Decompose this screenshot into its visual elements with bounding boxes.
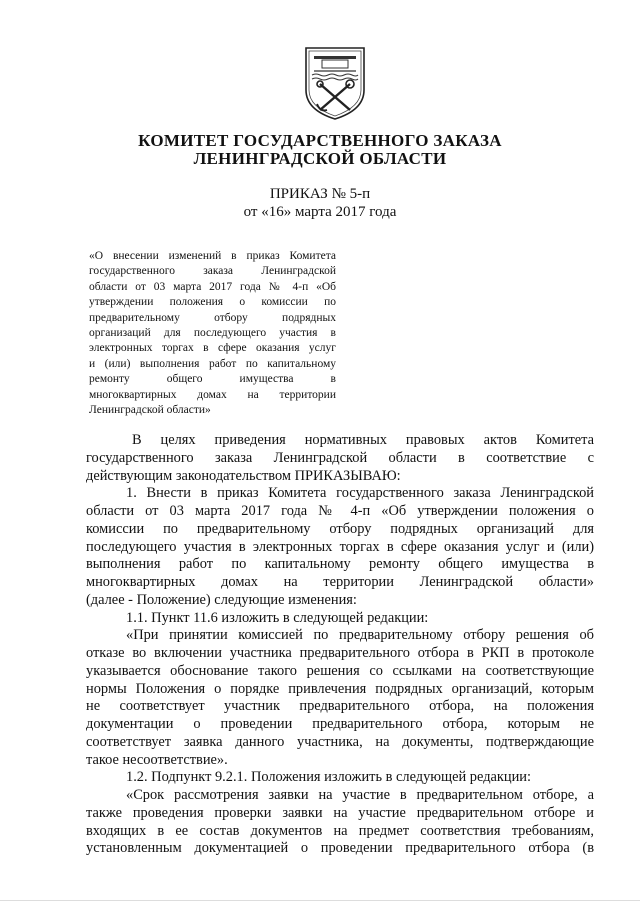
subject-line: «О внесении изменений в приказ Комитета: [89, 250, 336, 262]
order-title: ПРИКАЗ № 5-п: [269, 186, 371, 202]
body-line: соответствует заявка данного участника, на документы, подтверждающие: [86, 733, 594, 750]
body-line: области от 03 марта 2017 года № 4-п «Об утверждении положения о: [86, 503, 594, 519]
order-date: от «16» марта 2017 года: [243, 204, 397, 220]
body-line: указывается обоснование такого решения со ссылками на соответствующие: [86, 662, 594, 679]
body-line: выполнения работ по капитальному ремонту общего имущества в: [86, 556, 594, 573]
body-line: действующим законодательством ПРИКАЗЫВАЮ:: [86, 467, 401, 484]
body-line: документации о проведении предварительного отбора, которым не: [86, 716, 594, 732]
subject-line: Ленинградской области»: [89, 404, 211, 417]
subject-line: предварительному отбору подрядных: [89, 311, 336, 324]
subject-line: электронных торгах в сфере оказания услуг: [89, 342, 336, 355]
body-line: также проведения проверки заявки на участие предварительном отборе и: [86, 804, 594, 821]
body-line: «При принятии комиссией по предварительному отбору решения об: [126, 627, 594, 644]
organization-name-line-2: ЛЕНИНГРАДСКОЙ ОБЛАСТИ: [193, 149, 447, 168]
body-line: 1.2. Подпункт 9.2.1. Положения изложить в следующей редакции:: [126, 769, 532, 786]
subject-line: организаций для последующего участия в: [89, 327, 336, 340]
subject-line: многоквартирных домах на территории: [89, 388, 336, 401]
body-line: В целях приведения нормативных правовых актов Комитета: [132, 432, 594, 448]
body-line: государственного заказа Ленинградской области в соответствие с: [86, 449, 594, 466]
subject-line: и (или) выполнения работ по капитальному: [89, 357, 336, 370]
coat-of-arms-emblem: [300, 44, 370, 122]
body-line: 1.1. Пункт 11.6 изложить в следующей редакции:: [126, 609, 429, 626]
body-line: комиссии по предварительному отбору подрядных организаций для: [86, 520, 594, 537]
subject-line: области от 03 марта 2017 года № 4-п «Об: [89, 280, 336, 293]
order-body: [86, 432, 594, 858]
body-line: «Срок рассмотрения заявки на участие в предварительном отборе, а: [126, 787, 594, 803]
body-line: такое несоответствие».: [86, 751, 228, 768]
body-line: установленным документацией о проведении предварительного отбора (в: [86, 840, 594, 857]
body-line: многоквартирных домах на территории Ленинградской области»: [86, 574, 594, 590]
body-line: не соответствует участник предварительного отбора, на положения: [86, 698, 594, 715]
body-line: последующего участия в электронных торгах в сфере оказания услуг и (или): [86, 538, 594, 555]
body-line: нормы Положения о порядке привлечения подрядных организаций, которым: [86, 680, 594, 697]
subject-line: ремонту общего имущества в: [89, 373, 336, 386]
page-bottom-edge: [0, 900, 640, 901]
subject-line: утверждении положения о комиссии по: [89, 296, 336, 309]
body-line: 1. Внести в приказ Комитета государственного заказа Ленинградской: [126, 485, 594, 502]
body-line: отказе во включении участника предварительного отбора в РКП в протоколе: [86, 645, 594, 661]
body-line: входящих в ее состав документов на предмет соответствия требованиям,: [86, 822, 594, 839]
organization-name-line-1: КОМИТЕТ ГОСУДАРСТВЕННОГО ЗАКАЗА: [138, 131, 502, 150]
body-line: (далее - Положение) следующие изменения:: [86, 591, 357, 608]
subject-line: государственного заказа Ленинградской: [89, 265, 336, 278]
order-subject: [89, 249, 336, 418]
